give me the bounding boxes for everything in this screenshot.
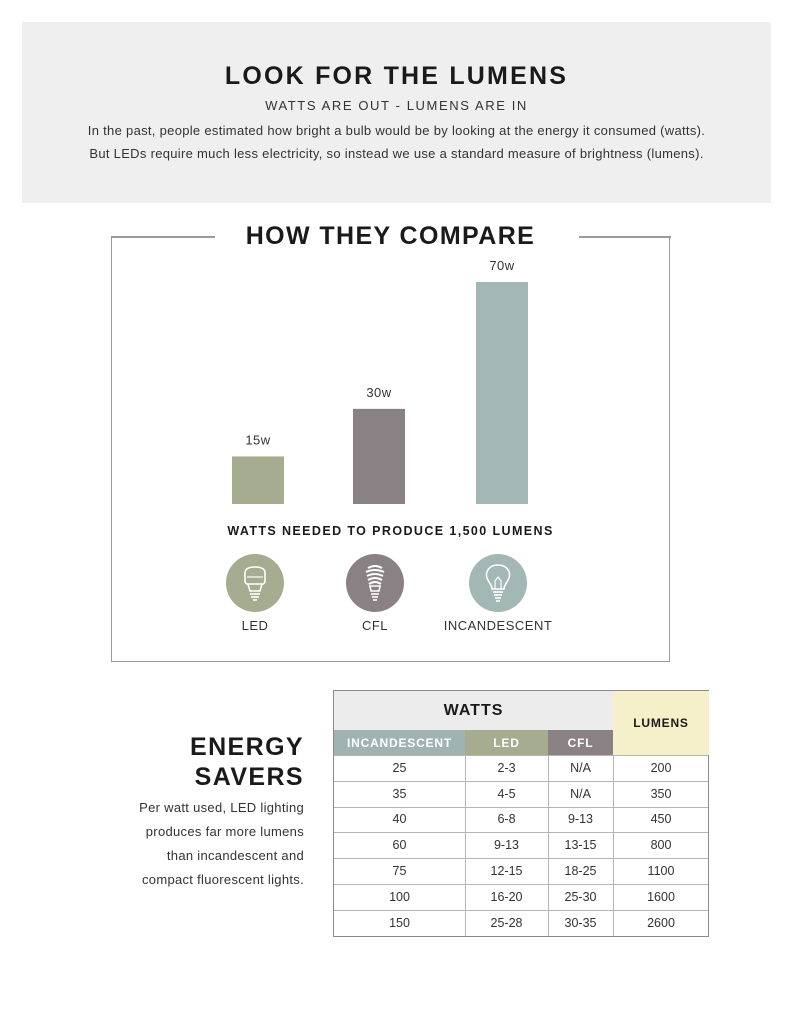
- table-cell: 6-8: [497, 812, 516, 827]
- table-cell: 800: [650, 838, 672, 853]
- lumens-header: LUMENS: [613, 691, 709, 755]
- table-cell: 9-13: [493, 838, 520, 853]
- table-cell: 13-15: [564, 838, 597, 853]
- table-cell: 75: [392, 864, 407, 879]
- incandescent-label: INCANDESCENT: [443, 618, 553, 633]
- incandescent-header: INCANDESCENT: [334, 730, 465, 755]
- energy-title-line-1: ENERGY: [190, 733, 304, 761]
- table-column-divider: [613, 755, 614, 936]
- led-header: LED: [465, 730, 548, 755]
- table-cell: 350: [650, 786, 672, 801]
- table-cell: 2600: [647, 915, 675, 930]
- watts-bar-chart: [111, 236, 670, 526]
- watts-header: WATTS: [334, 691, 613, 730]
- table-cell: 40: [392, 812, 407, 827]
- table-cell: 35: [392, 786, 407, 801]
- bar-value-label-cfl: 30w: [366, 384, 392, 400]
- table-cell: 100: [389, 889, 410, 904]
- table-cell: 12-15: [490, 864, 523, 879]
- table-cell: 450: [650, 812, 672, 827]
- chart-caption: WATTS NEEDED TO PRODUCE 1,500 LUMENS: [227, 524, 554, 538]
- intro-text-line-1: In the past, people estimated how bright a bulb would be by looking at the energy it consumed (watts).: [87, 123, 706, 138]
- energy-body-line-1: Per watt used, LED lighting: [139, 800, 304, 815]
- energy-body-line-4: compact fluorescent lights.: [141, 872, 304, 887]
- page-subtitle: WATTS ARE OUT - LUMENS ARE IN: [265, 98, 528, 113]
- energy-body-line-3: than incandescent and: [166, 848, 304, 863]
- bar-cfl: [353, 409, 405, 504]
- bar-incandescent: [476, 282, 528, 504]
- table-cell: 200: [650, 760, 672, 775]
- table-cell: 9-13: [567, 812, 594, 827]
- table-cell: 25-30: [564, 889, 597, 904]
- table-cell: 2-3: [497, 760, 516, 775]
- energy-body-line-2: produces far more lumens: [145, 824, 304, 839]
- compare-title: HOW THEY COMPARE: [245, 222, 536, 250]
- table-cell: 1600: [647, 889, 675, 904]
- table-cell: 30-35: [564, 915, 597, 930]
- table-cell: 150: [389, 915, 410, 930]
- table-cell: N/A: [570, 760, 591, 775]
- table-cell: 16-20: [490, 889, 523, 904]
- intro-text-line-2: But LEDs require much less electricity, so instead we use a standard measure of brightness (lumens).: [89, 146, 704, 161]
- led-bulb-icon: [226, 554, 284, 612]
- cfl-label: CFL: [361, 618, 389, 633]
- intro-panel: [22, 22, 771, 203]
- table-cell: N/A: [570, 786, 591, 801]
- table-cell: 18-25: [564, 864, 597, 879]
- table-cell: 1100: [647, 864, 675, 879]
- bar-value-label-led: 15w: [245, 432, 271, 448]
- page-title: LOOK FOR THE LUMENS: [224, 62, 569, 90]
- table-cell: 25: [392, 760, 407, 775]
- cfl-bulb-icon: [346, 554, 404, 612]
- table-cell: 4-5: [497, 786, 516, 801]
- energy-table: [333, 690, 709, 937]
- energy-title-line-2: SAVERS: [194, 763, 304, 791]
- cfl-header: CFL: [548, 730, 613, 755]
- table-column-divider: [548, 755, 549, 936]
- led-label: LED: [241, 618, 269, 633]
- table-cell: 25-28: [490, 915, 523, 930]
- table-column-divider: [465, 755, 466, 936]
- bar-value-label-incandescent: 70w: [489, 258, 515, 273]
- bar-led: [232, 456, 284, 504]
- incandescent-bulb-icon: [469, 554, 527, 612]
- table-cell: 60: [392, 838, 407, 853]
